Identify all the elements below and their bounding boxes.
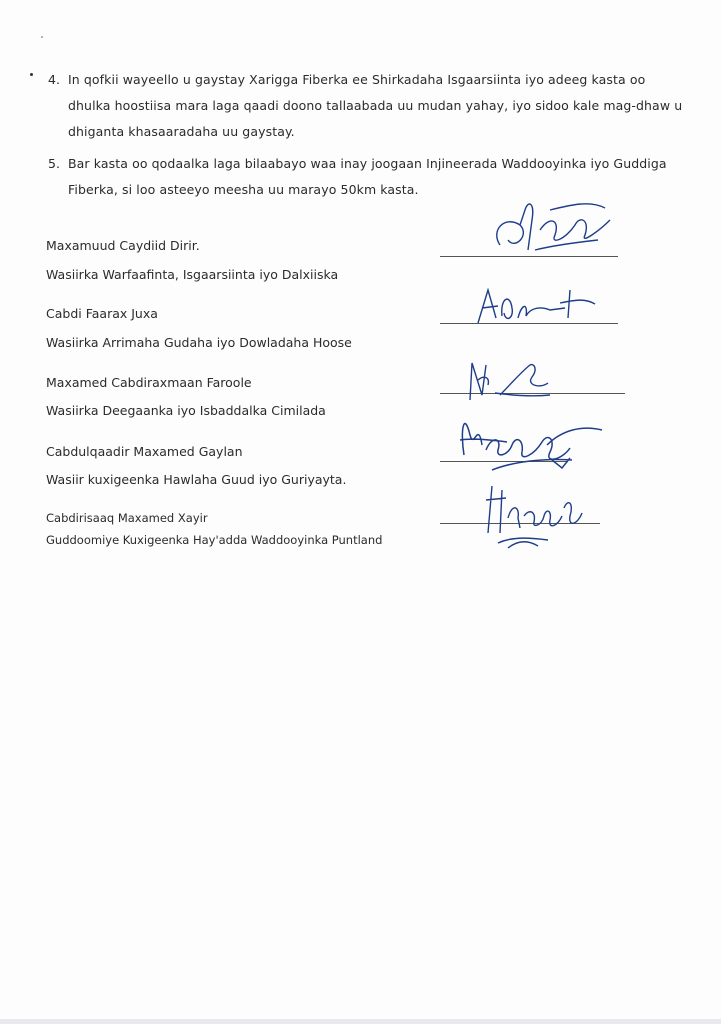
signatory-3-name: Maxamed Cabdiraxmaan Faroole	[46, 375, 252, 390]
signature-3	[460, 355, 560, 405]
signature-2	[470, 278, 610, 333]
signatory-4-title: Wasiir kuxigeenka Hawlaha Guud iyo Guriyayta.	[46, 472, 347, 487]
clause-text: In qofkii wayeello u gaystay Xarigga Fiberka ee Shirkadaha Isgaarsiinta iyo adeeg kasta oo dhulka hoostiisa mara laga qaadi doono tallaabada uu mudan yahay, iyo sidoo kale mag-dhaw u dhiganta khasaaradaha uu gaystay.	[68, 72, 683, 139]
clause-4	[48, 67, 688, 145]
signatory-2-name: Cabdi Faarax Juxa	[46, 306, 158, 321]
clause-number: 4.	[48, 72, 61, 87]
signatory-4-name: Cabdulqaadir Maxamed Gaylan	[46, 444, 243, 459]
signatory-3-title: Wasiirka Deegaanka iyo Isbaddalka Cimilada	[46, 403, 326, 418]
signatory-1-title: Wasiirka Warfaafinta, Isgaarsiinta iyo Dalxiiska	[46, 267, 339, 282]
margin-mark	[41, 36, 43, 38]
signature-1	[480, 190, 630, 260]
signatory-5-title: Guddoomiye Kuxigeenka Hay'adda Waddooyinka Puntland	[46, 533, 383, 547]
page-bottom-edge	[0, 1019, 721, 1024]
signature-5	[478, 478, 598, 553]
clause-number: 5.	[48, 156, 61, 171]
signatory-2-title: Wasiirka Arrimaha Gudaha iyo Dowladaha Hoose	[46, 335, 352, 350]
clause-text: Bar kasta oo qodaalka laga bilaabayo waa inay joogaan Injineerada Waddooyinka iyo Guddiga Fiberka, si loo asteeyo meesha uu marayo 50km kasta.	[68, 156, 667, 197]
signature-4	[452, 400, 632, 480]
signatory-1-name: Maxamuud Caydiid Dirir.	[46, 238, 200, 253]
signatory-5-name: Cabdirisaaq Maxamed Xayir	[46, 511, 208, 525]
margin-bullet	[30, 73, 33, 76]
